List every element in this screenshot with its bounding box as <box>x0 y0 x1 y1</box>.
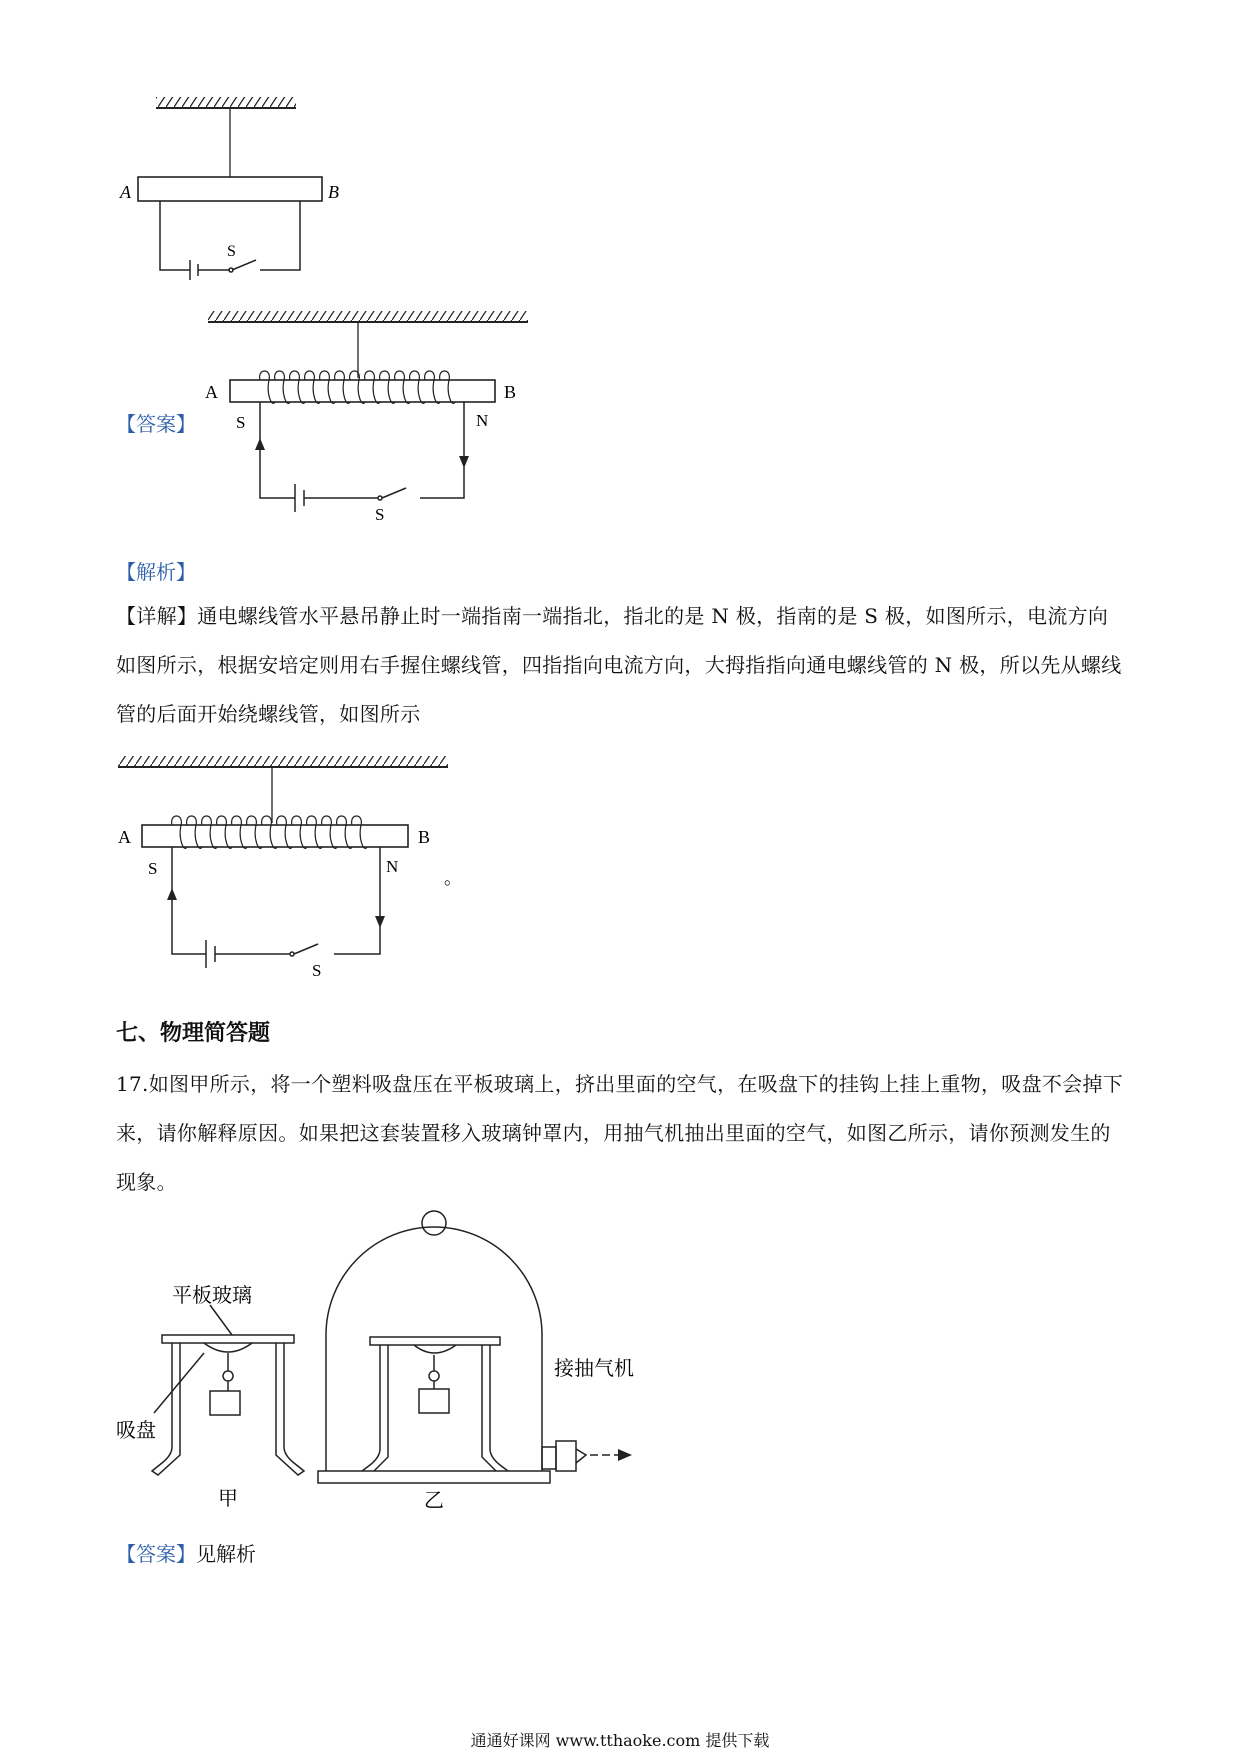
current-arrow-down <box>375 916 385 928</box>
answer-17-tag: 【答案】 <box>116 1542 196 1566</box>
switch-label: S <box>312 961 322 980</box>
label-b: B <box>504 382 517 402</box>
detail-text: 通电螺线管水平悬吊静止时一端指南一端指北，指北的是 N 极，指南的是 S 极，如图所示，电流方向如图所示，根据安培定则用右手握住螺线管，四指指向电流方向，大拇指指向通电螺线管的 N 极，所以先从螺线管的后面开始绕螺线管，如图所示 <box>116 604 1122 726</box>
pole-right: N <box>386 857 399 876</box>
circuit <box>260 402 464 512</box>
solenoid-coil <box>260 371 455 403</box>
answer-17 <box>116 1538 256 1567</box>
pole-left: S <box>148 859 158 878</box>
current-arrow-up <box>255 438 265 450</box>
switch-label: S <box>375 505 385 524</box>
figure-detail-solenoid <box>112 752 472 982</box>
analysis-tag: 【解析】 <box>116 560 196 584</box>
trailing-mark: 。 <box>444 868 462 888</box>
caption-yi: 乙 <box>424 1490 444 1512</box>
detail-tag: 【详解】 <box>116 604 198 628</box>
answer-17-text: 见解析 <box>196 1542 256 1566</box>
label-b: B <box>418 827 431 847</box>
circuit <box>172 847 380 968</box>
answer-tag: 【答案】 <box>116 412 196 436</box>
circuit <box>160 201 300 280</box>
ceiling <box>208 311 528 322</box>
cup-label: 吸盘 <box>116 1420 156 1442</box>
figure-answer-solenoid <box>200 308 540 528</box>
question-17 <box>116 1060 1126 1207</box>
caption-jia: 甲 <box>218 1488 238 1510</box>
switch-label: S <box>227 243 236 260</box>
apparatus-jia <box>152 1305 304 1475</box>
solenoid-coil <box>172 816 367 848</box>
label-a: A <box>118 827 131 847</box>
section-heading: 七、物理简答题 <box>116 1021 271 1046</box>
current-arrow-down <box>459 456 469 468</box>
figure-suspended-bar <box>110 95 370 285</box>
current-arrow-up <box>167 888 177 900</box>
pump-label: 接抽气机 <box>554 1358 634 1380</box>
question-17-text: 17.如图甲所示，将一个塑料吸盘压在平板玻璃上，挤出里面的空气，在吸盘下的挂钩上挂上重物，吸盘不会掉下来，请你解释原因。如果把这套装置移入玻璃钟罩内，用抽气机抽出里面的空气，如图乙所示，请你预测发生的现象。 <box>116 1072 1124 1194</box>
label-a: A <box>205 382 218 402</box>
label-a: A <box>120 182 131 202</box>
detail-paragraph <box>116 592 1126 739</box>
label-b: B <box>328 182 339 202</box>
pole-left: S <box>236 413 246 432</box>
ceiling <box>156 97 296 108</box>
bar <box>138 177 322 201</box>
glass-label: 平板玻璃 <box>172 1285 252 1307</box>
page-footer: 通通好课网 www.tthaoke.com 提供下载 <box>470 1731 770 1750</box>
apparatus-yi <box>318 1211 622 1483</box>
ceiling <box>118 756 448 767</box>
pump-arrow <box>618 1449 632 1461</box>
pole-right: N <box>476 411 489 430</box>
figure-suction-cup <box>112 1205 672 1515</box>
